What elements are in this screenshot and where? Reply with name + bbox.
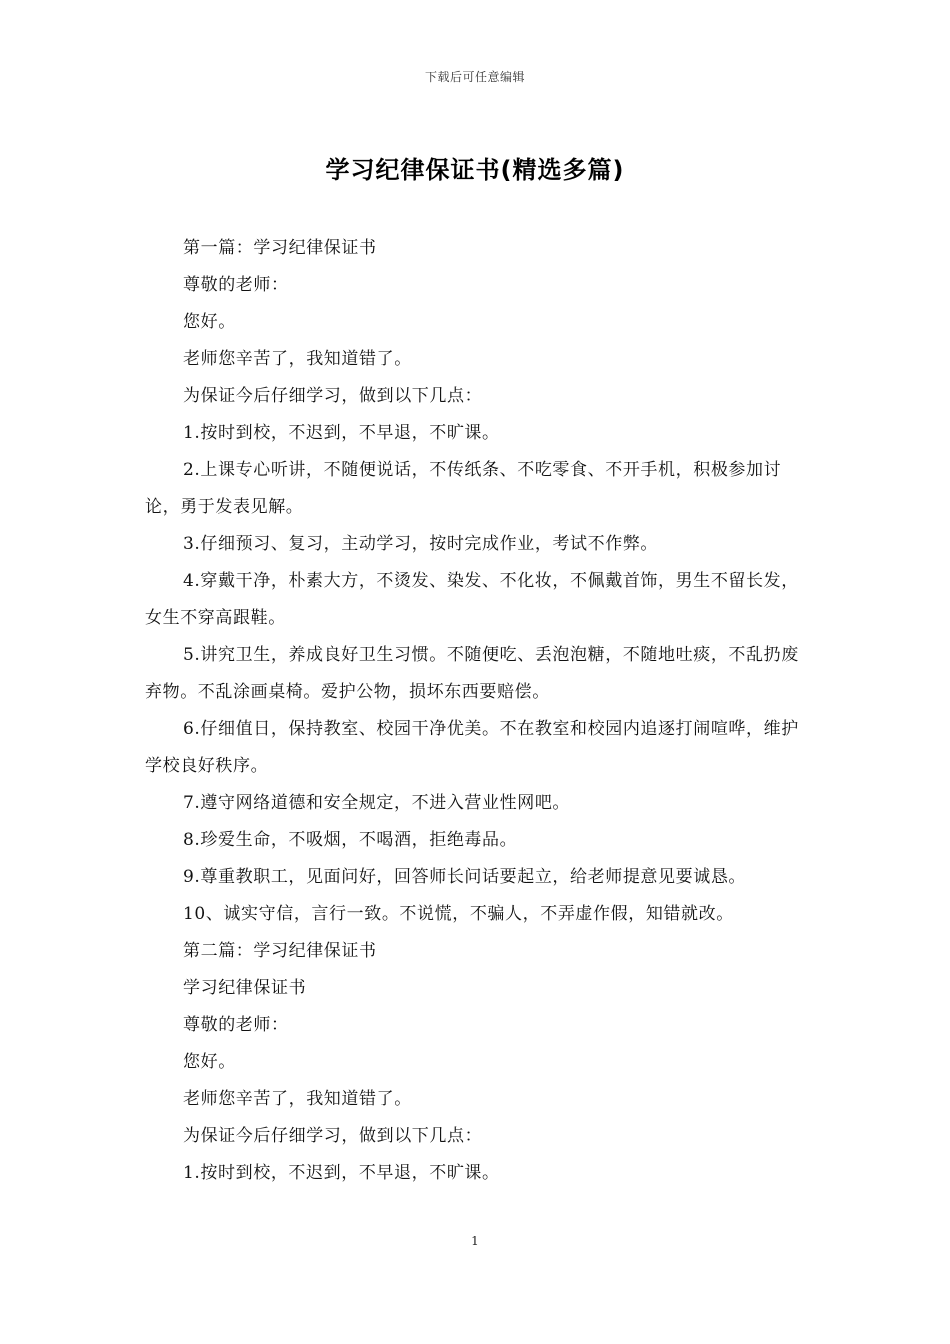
body-paragraph: 为保证今后仔细学习，做到以下几点： xyxy=(183,1126,483,1146)
document-body xyxy=(145,230,815,1192)
list-item: 4.穿戴干净，朴素大方，不烫发、染发、不化妆，不佩戴首饰，男生不留长发，女生不穿高跟鞋。 xyxy=(145,571,799,628)
list-item: 8.珍爱生命，不吸烟，不喝酒，拒绝毒品。 xyxy=(183,830,518,850)
document-title: 学习纪律保证书(精选多篇) xyxy=(325,156,625,184)
list-item: 6.仔细值日，保持教室、校园干净优美。不在教室和校园内追逐打闹喧哗，维护学校良好秩序。 xyxy=(145,719,799,776)
section-heading: 第二篇：学习纪律保证书 xyxy=(183,941,377,961)
list-item: 1.按时到校，不迟到，不早退，不旷课。 xyxy=(183,1163,500,1183)
section-heading: 第一篇：学习纪律保证书 xyxy=(183,238,377,258)
list-item: 2.上课专心听讲，不随便说话，不传纸条、不吃零食、不开手机，积极参加讨论，勇于发表见解。 xyxy=(145,460,782,517)
list-item: 5.讲究卫生，养成良好卫生习惯。不随便吃、丢泡泡糖，不随地吐痰，不乱扔废弃物。不乱涂画桌椅。爱护公物，损坏东西要赔偿。 xyxy=(145,645,799,702)
body-paragraph: 为保证今后仔细学习，做到以下几点： xyxy=(183,386,483,406)
salutation: 尊敬的老师： xyxy=(183,275,289,295)
list-item: 1.按时到校，不迟到，不早退，不旷课。 xyxy=(183,423,500,443)
greeting: 您好。 xyxy=(183,312,236,332)
page-header-note: 下载后可任意编辑 xyxy=(424,70,525,84)
list-item: 7.遵守网络道德和安全规定，不进入营业性网吧。 xyxy=(183,793,571,813)
body-paragraph: 老师您辛苦了，我知道错了。 xyxy=(183,349,412,369)
salutation: 尊敬的老师： xyxy=(183,1015,289,1035)
list-item: 10、诚实守信，言行一致。不说慌，不骗人，不弄虚作假，知错就改。 xyxy=(183,904,734,924)
page-number: 1 xyxy=(471,1234,479,1248)
subheading: 学习纪律保证书 xyxy=(183,978,307,998)
list-item: 9.尊重教职工，见面问好，回答师长问话要起立，给老师提意见要诚恳。 xyxy=(183,867,747,887)
list-item: 3.仔细预习、复习，主动学习，按时完成作业，考试不作弊。 xyxy=(183,534,659,554)
greeting: 您好。 xyxy=(183,1052,236,1072)
body-paragraph: 老师您辛苦了，我知道错了。 xyxy=(183,1089,412,1109)
